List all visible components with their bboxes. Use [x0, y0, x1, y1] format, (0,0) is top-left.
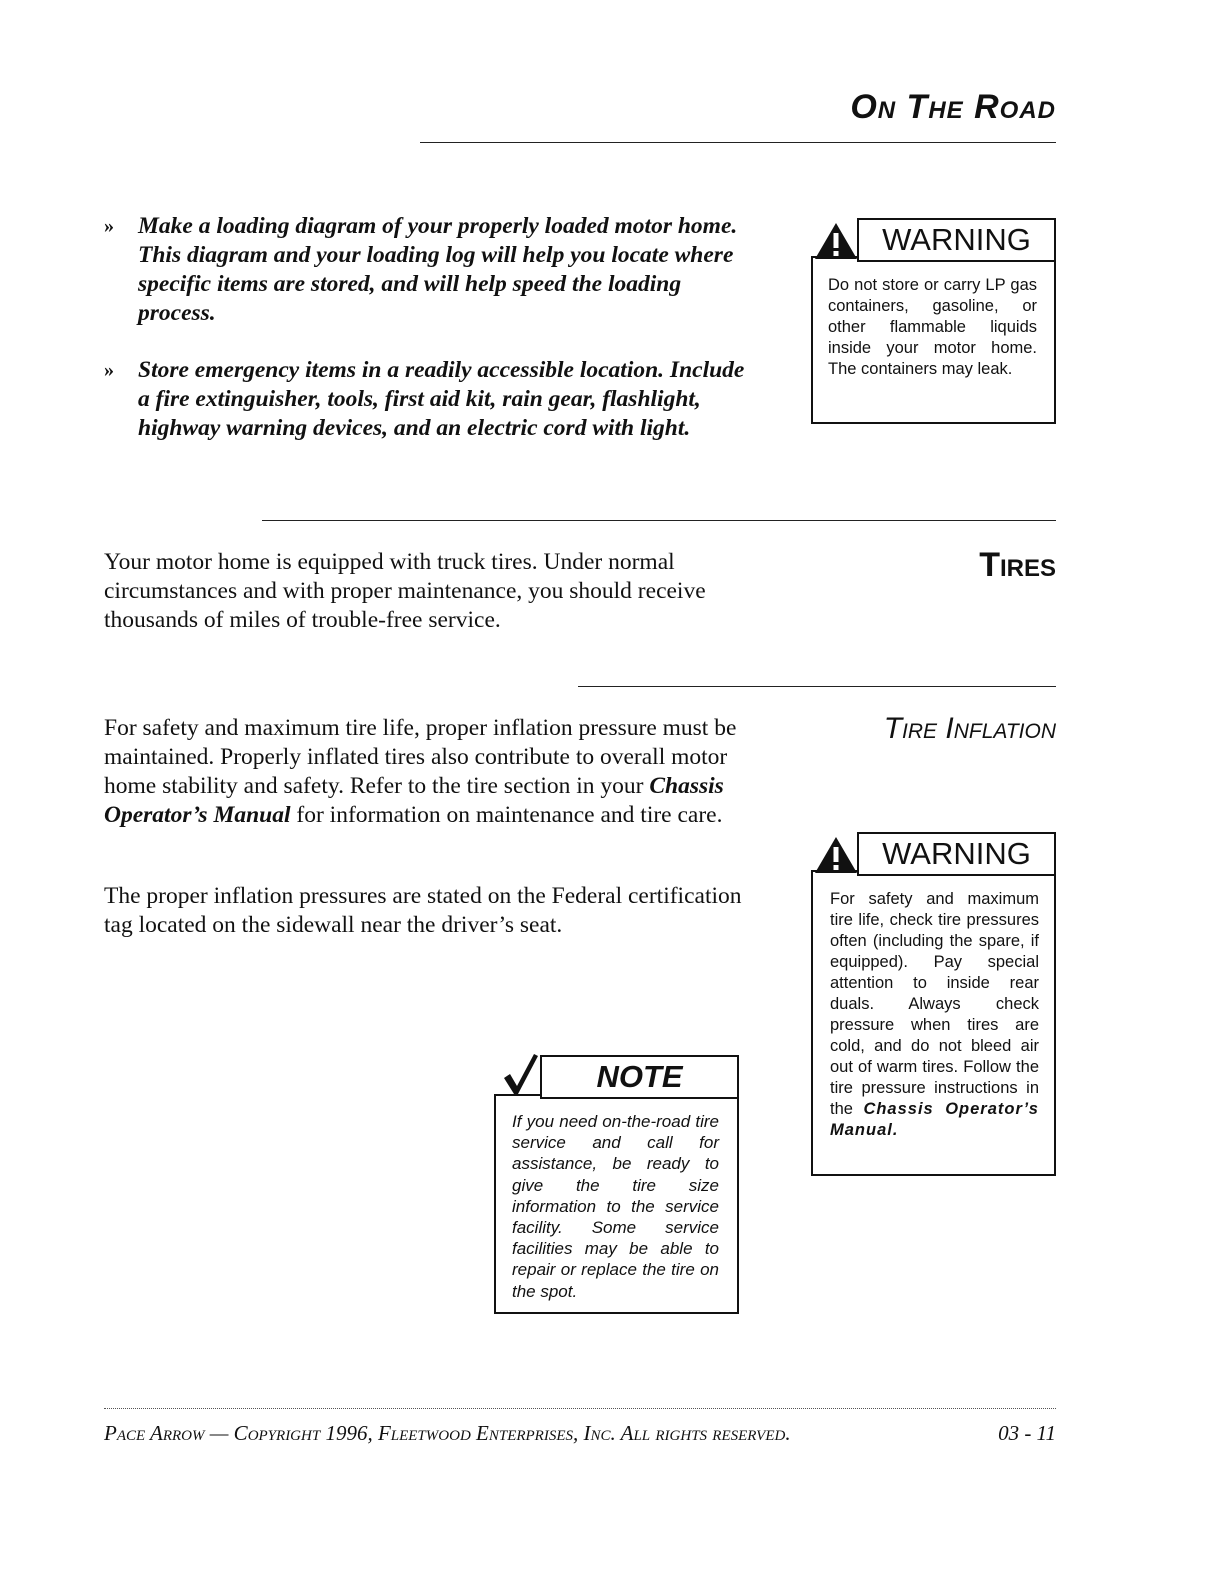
warning-text-body: For safety and maximum tire life, check tire pressures often (including the spare, if equipped). Pay special attention to inside rear duals. Always check pressure when tires are cold, and do not bleed air out of warm tires. Follow the tire pressure instructions in the	[830, 890, 1039, 1118]
bullet-marker: »	[104, 215, 114, 237]
warning-triangle-icon	[814, 222, 858, 260]
warning-text	[830, 889, 1039, 1141]
note-text: If you need on-the-road tire service and call for assistance, be ready to give the tire size information to the service facility. Some service facilities may be able to repair or replace the tire on the spot.	[512, 1112, 719, 1301]
bullet-text: Store emergency items in a readily accessible location. Include a fire extinguisher, tools, first aid kit, rain gear, flashlight, highway warning devices, and an electric cord with light.	[138, 357, 745, 441]
tire-inflation-text-start: For safety and maximum tire life, proper inflation pressure must be maintained. Properly inflated tires also contribute to overall motor home stability and safety. Refer to the tire section in your	[104, 715, 737, 799]
footer-rule	[104, 1408, 1056, 1409]
bullet-text: Make a loading diagram of your properly loaded motor home. This diagram and your loading log will help you locate where specific items are stored, and will help speed the loading process.	[138, 213, 738, 326]
tire-inflation-rule	[578, 686, 1056, 687]
page-number: 03 - 11	[998, 1421, 1056, 1445]
warning-title: WARNING	[857, 832, 1056, 876]
list-item	[104, 356, 754, 443]
note-title: NOTE	[540, 1055, 739, 1099]
page-section-title: On The Road	[850, 88, 1056, 126]
warning-triangle-icon	[814, 836, 858, 874]
tire-inflation-heading: Tire Inflation	[883, 712, 1056, 745]
chassis-manual-reference: Chassis Operator’s Manual.	[830, 1100, 1039, 1139]
tire-inflation-text-end: for information on maintenance and tire care.	[290, 802, 723, 828]
bullet-marker: »	[104, 359, 114, 381]
warning-text: Do not store or carry LP gas containers, gasoline, or other flammable liquids inside your motor home. The containers may leak.	[828, 276, 1037, 378]
tires-paragraph: Your motor home is equipped with truck tires. Under normal circumstances and with proper maintenance, you should receive thousands of miles of trouble-free service.	[104, 549, 706, 633]
footer-copyright: Pace Arrow — Copyright 1996, Fleetwood Enterprises, Inc. All rights reserved.	[104, 1421, 791, 1445]
header-rule	[420, 142, 1056, 143]
chassis-manual-reference: Chassis Operator’s Manual	[104, 773, 724, 828]
warning-title: WARNING	[857, 218, 1056, 262]
checkmark-icon	[500, 1052, 540, 1096]
inflation-pressure-paragraph: The proper inflation pressures are stated on the Federal certification tag located on the sidewall near the driver’s seat.	[104, 883, 742, 938]
tires-rule	[262, 520, 1056, 521]
bullet-list	[104, 212, 754, 471]
list-item	[104, 212, 754, 328]
tire-inflation-paragraph	[104, 714, 744, 830]
tires-heading: Tires	[979, 546, 1056, 584]
